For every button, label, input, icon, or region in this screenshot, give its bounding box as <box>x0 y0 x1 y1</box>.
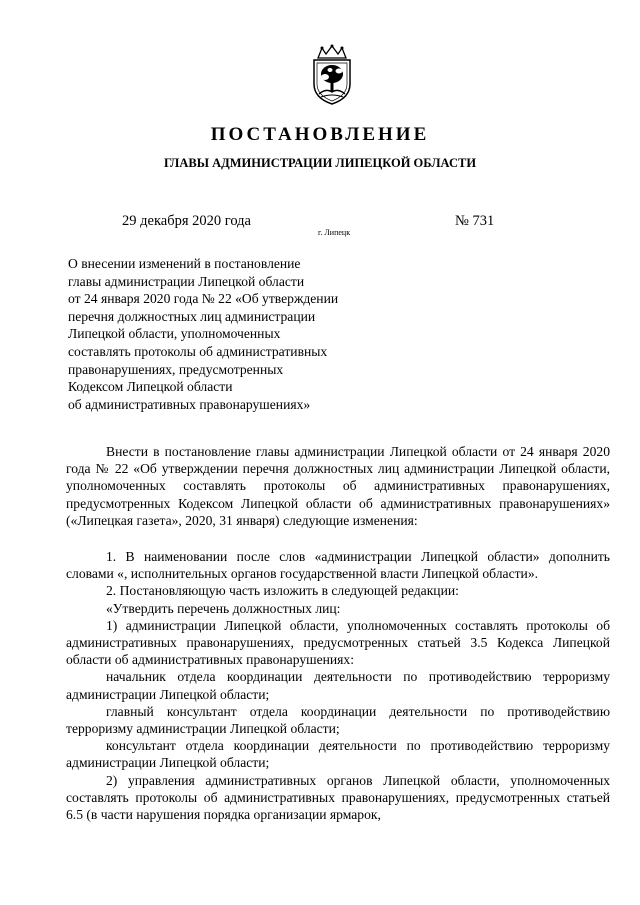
body-paragraph: главный консультант отдела координации деятельности по противодействию терроризму администрации Липецкой области; <box>66 703 610 737</box>
document-title: ПОСТАНОВЛЕНИЕ <box>210 124 430 145</box>
subject-line: правонарушениях, предусмотренных <box>68 361 284 377</box>
subject-line: перечня должностных лиц администрации <box>68 308 316 324</box>
body-paragraph: 1) администрации Липецкой области, уполномоченных составлять протоколы об административных правонарушениях, предусмотренных статьей 3.5 Кодекса Липецкой области об административных правонарушениях: <box>66 617 610 668</box>
subject-line: от 24 января 2020 года № 22 «Об утверждении <box>68 291 339 307</box>
subject-line: составлять протоколы об административных <box>68 343 328 359</box>
body-paragraph: 2) управления административных органов Липецкой области, уполномоченных составлять протоколы об административных правонарушениях, предусмотренных статьей 6.5 (в части нарушения порядка организации ярмарок, <box>66 772 610 823</box>
subject-line: О внесении изменений в постановление <box>68 256 301 271</box>
body-paragraph: 1. В наименовании после слов «администрации Липецкой области» дополнить словами «, исполнительных органов государственной власти Липецкой области». <box>66 549 610 582</box>
coat-of-arms-icon <box>308 44 356 106</box>
body-paragraph: 2. Постановляющую часть изложить в следующей редакции: <box>106 583 459 599</box>
document-number: № 731 <box>455 213 495 229</box>
document-city: г. Липецк <box>318 228 351 237</box>
subject-line: Кодексом Липецкой области <box>68 379 233 395</box>
subject-line: Липецкой области, уполномоченных <box>68 326 281 342</box>
subject-line: об административных правонарушениях» <box>68 396 311 412</box>
document-body <box>66 443 610 823</box>
body-paragraph: Внести в постановление главы администрации Липецкой области от 24 января 2020 года № 22 «Об утверждении перечня должностных лиц администрации Липецкой области, уполномоченных составлять протоколы об административных правонарушениях, предусмотренных Кодексом Липецкой области об административных правонарушениях» («Липецкая газета», 2020, 31 января) следующие изменения: <box>66 444 610 528</box>
document-date: 29 декабря 2020 года <box>122 213 251 229</box>
subject-line: главы администрации Липецкой области <box>68 273 305 289</box>
body-paragraph: консультант отдела координации деятельности по противодействию терроризму администрации Липецкой области; <box>66 738 610 771</box>
document-subject <box>68 255 408 413</box>
document-subtitle: ГЛАВЫ АДМИНИСТРАЦИИ ЛИПЕЦКОЙ ОБЛАСТИ <box>163 156 477 170</box>
body-paragraph: «Утвердить перечень должностных лиц: <box>106 600 341 616</box>
body-paragraph: начальник отдела координации деятельности по противодействию терроризму администрации Липецкой области; <box>66 669 610 702</box>
